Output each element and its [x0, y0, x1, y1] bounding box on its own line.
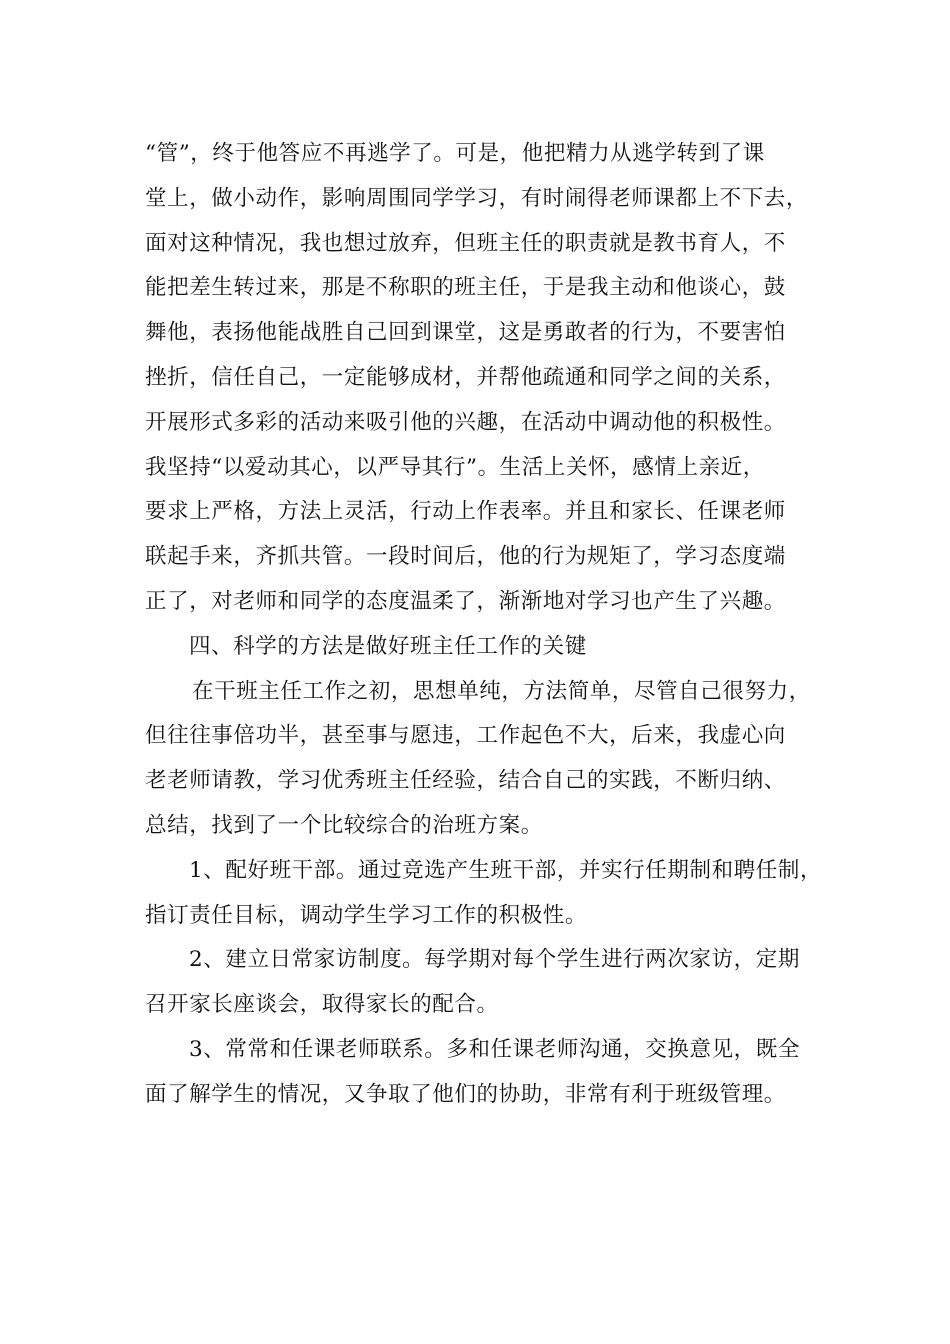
- text-line: 正了，对老师和同学的态度温柔了，渐渐地对学习也产生了兴趣。: [145, 588, 786, 614]
- text-line: 联起手来，齐抓共管。一段时间后，他的行为规矩了，学习态度端: [145, 544, 786, 570]
- text-line: 但往往事倍功半，甚至事与愿违，工作起色不大，后来，我虚心向: [145, 723, 786, 749]
- text-line: 总结，找到了一个比较综合的治班方案。: [145, 812, 543, 838]
- list-item: 3、常常和任课老师联系。多和任课老师沟通，交换意见，既全: [189, 1036, 800, 1062]
- text-line: 老老师请教，学习优秀班主任经验，结合自己的实践，不断归纳、: [145, 768, 786, 794]
- text-line: 挫折，信任自己，一定能够成材，并帮他疏通和同学之间的关系，: [145, 364, 786, 390]
- text-line: 指订责任目标，调动学生学习工作的积极性。: [145, 902, 588, 928]
- text-line: 面对这种情况，我也想过放弃，但班主任的职责就是教书育人，不: [145, 230, 786, 256]
- text-line: “管”，终于他答应不再逃学了。可是，他把精力从逃学转到了课: [145, 141, 765, 166]
- text-line: 开展形式多彩的活动来吸引他的兴趣，在活动中调动他的积极性。: [145, 409, 786, 435]
- text-line: 我坚持“以爱动其心，以严导其行”。生活上关怀，感情上亲近，: [145, 454, 765, 480]
- list-item: 1、配好班干部。通过竞选产生班干部，并实行任期制和聘任制，: [189, 857, 823, 883]
- text-line: 面了解学生的情况，又争取了他们的协助，非常有利于班级管理。: [145, 1081, 786, 1107]
- text-line: 在干班主任工作之初，思想单纯，方法简单，尽管自己很努力，: [192, 678, 811, 704]
- text-line: 要求上严格，方法上灵活，行动上作表率。并且和家长、任课老师: [145, 499, 786, 525]
- list-item: 2、建立日常家访制度。每学期对每个学生进行两次家访，定期: [189, 947, 800, 973]
- text-line: 堂上，做小动作，影响周围同学学习，有时闹得老师课都上不下去，: [145, 185, 809, 211]
- text-line: 能把差生转过来，那是不称职的班主任，于是我主动和他谈心，鼓: [145, 275, 786, 301]
- document-body: [145, 132, 835, 1118]
- section-heading: 四、科学的方法是做好班主任工作的关键: [189, 633, 587, 659]
- text-line: 召开家长座谈会，取得家长的配合。: [145, 992, 499, 1018]
- text-line: 舞他，表扬他能战胜自己回到课堂，这是勇敢者的行为，不要害怕: [145, 320, 786, 346]
